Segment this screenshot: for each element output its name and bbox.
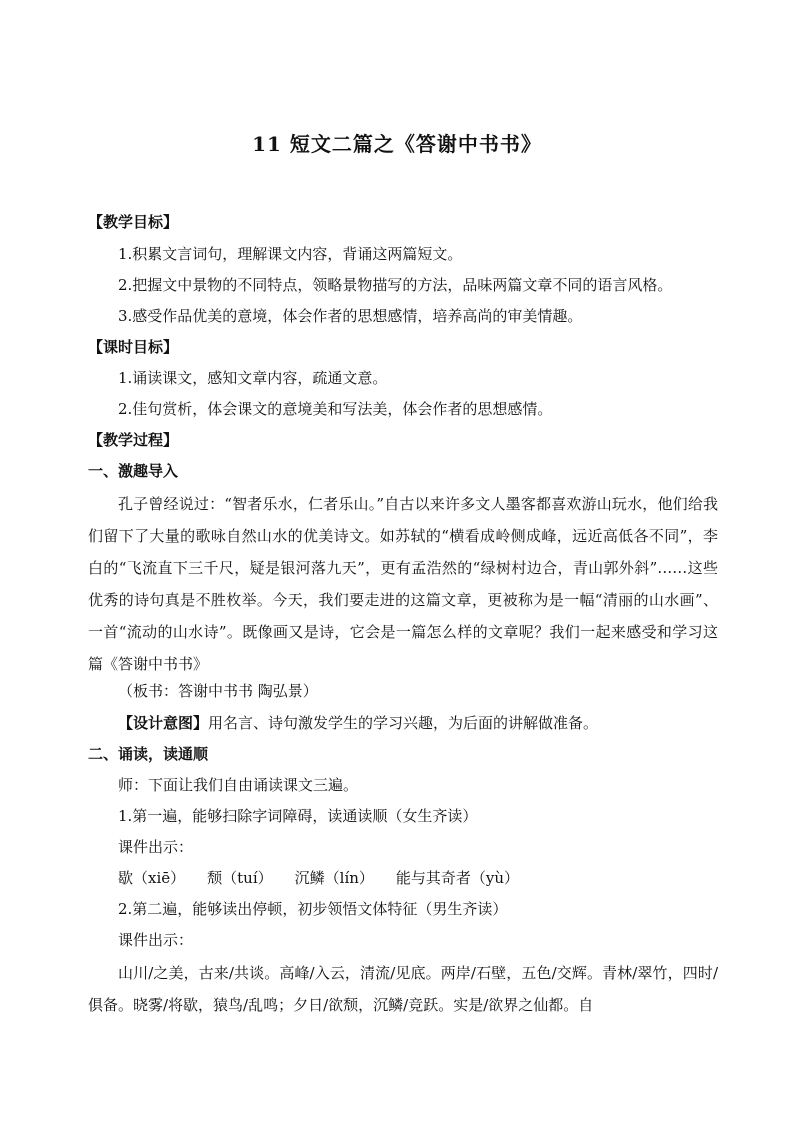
lesson-goal-1: 1.诵读课文，感知文章内容，疏通文意。	[118, 369, 388, 387]
reading-step-1: 1.第一遍，能够扫除字词障碍，读通读顺（女生齐读）	[118, 807, 478, 825]
design-intent-label: 【设计意图】	[118, 714, 209, 732]
lesson-goals-heading: 【课时目标】	[88, 338, 179, 356]
intro-paragraph: 孔子曾经说过：“智者乐水，仁者乐山。”自古以来许多文人墨客都喜欢游山玩水，他们给我们留下了大量的歌咏自然山水的优美诗文。如苏轼的“横看成岭侧成峰，远近高低各不同”，李白的“飞流直下三千尺，疑是银河落九天”，更有孟浩然的“绿树村边合，青山郭外斜”……这些优秀的诗句真是不胜枚举。今天，我们要走进的这篇文章，更被称为是一幅“清丽的山水画”、一首“流动的山水诗”。既像画又是诗，它会是一篇怎么样的文章呢？我们一起来感受和学习这篇《答谢中书书》	[88, 495, 718, 673]
courseware-label-1: 课件出示：	[118, 838, 194, 856]
part2-heading: 二、诵读，读通顺	[88, 745, 209, 763]
pinyin-list	[118, 868, 748, 888]
lesson-goal-2: 2.佳句赏析，体会课文的意境美和写法美，体会作者的思想感情。	[118, 400, 553, 418]
courseware-label-2: 课件出示：	[118, 931, 194, 949]
teacher-instruction: 师：下面让我们自由诵读课文三遍。	[118, 776, 359, 794]
part1-heading: 一、激趣导入	[88, 462, 179, 480]
teaching-process-heading: 【教学过程】	[88, 431, 179, 449]
pinyin-item: 能与其奇者（yù）	[395, 869, 520, 887]
design-intent-text: 用名言、诗句激发学生的学习兴趣，为后面的讲解做准备。	[208, 714, 599, 732]
board-note: （板书：答谢中书书 陶弘景）	[118, 682, 318, 700]
teaching-goal-1: 1.积累文言词句，理解课文内容，背诵这两篇短文。	[118, 245, 463, 263]
reading-step-2: 2.第二遍，能够读出停顿，初步领悟文体特征（男生齐读）	[118, 900, 508, 918]
pinyin-item: 颓（tuí）	[207, 869, 273, 887]
pause-marked-text: 山川/之美，古来/共谈。高峰/入云，清流/见底。两岸/石壁，五色/交辉。青林/翠竹，四时/俱备。晓雾/将歇，猿鸟/乱鸣；夕日/欲颓，沉鳞/竞跃。实是/欲界之仙都。自	[88, 964, 718, 1014]
teaching-goals-heading: 【教学目标】	[88, 213, 179, 231]
teaching-goal-3: 3.感受作品优美的意境，体会作者的思想感情，培养高尚的审美情趣。	[118, 307, 583, 325]
page-title: 11 短文二篇之《答谢中书书》	[252, 132, 542, 156]
pinyin-item: 沉鳞（lín）	[294, 869, 374, 887]
design-intent	[118, 713, 748, 733]
teaching-goal-2: 2.把握文中景物的不同特点，领略景物描写的方法，品味两篇文章不同的语言风格。	[118, 276, 673, 294]
pinyin-item: 歇（xiē）	[118, 869, 186, 887]
